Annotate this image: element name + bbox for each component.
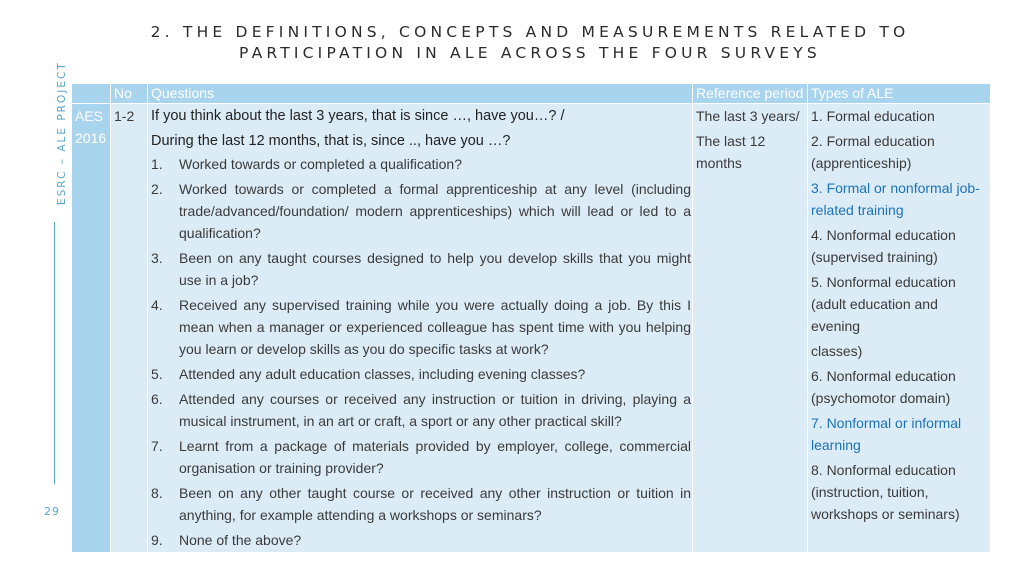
- period-line-2: The last 12: [696, 133, 766, 149]
- ale-type-line: learning: [811, 437, 861, 453]
- slide-title: [100, 22, 960, 64]
- header-questions: Questions: [148, 84, 692, 103]
- ale-type-line: 4. Nonformal education: [811, 227, 956, 243]
- question-text-line: organisation or training provider?: [179, 460, 384, 476]
- ale-type-line: (instruction, tuition,: [811, 484, 929, 500]
- ale-type-line: evening: [811, 318, 861, 334]
- ale-type-line: (supervised training): [811, 249, 938, 265]
- question-text-line: qualification?: [179, 225, 261, 241]
- header-types-of-ale: Types of ALE: [808, 84, 990, 103]
- question-number: 5.: [151, 366, 163, 382]
- ale-type-line: (adult education and: [811, 296, 938, 312]
- question-text-line: Worked towards or completed a qualification?: [179, 156, 463, 172]
- ale-type-line: 6. Nonformal education: [811, 368, 956, 384]
- ale-type-line: 2. Formal education: [811, 133, 935, 149]
- header-reference-period: Reference period: [693, 84, 807, 103]
- ale-type-line: 3. Formal or nonformal job-: [811, 180, 980, 196]
- no-cell: [111, 104, 147, 552]
- question-text-line: use in a job?: [179, 272, 259, 288]
- ale-type-line: (apprenticeship): [811, 155, 912, 171]
- question-range: 1-2: [114, 108, 135, 124]
- question-text-line: you learn or develop skills as you do specific tasks at work?: [179, 341, 549, 357]
- question-number: 2.: [151, 181, 163, 197]
- question-text-line: musical instrument, in an art or craft, a sport or any other practical skill?: [179, 413, 622, 429]
- ale-type-line: classes): [811, 343, 863, 359]
- survey-name: AES: [75, 108, 104, 124]
- question-text-line: None of the above?: [179, 532, 302, 548]
- question-text-line: Received any supervised training while you were actually doing a job. By this I: [179, 297, 691, 313]
- question-text-line: Attended any adult education classes, including evening classes?: [179, 366, 586, 382]
- question-text-line: Learnt from a package of materials provided by employer, college, commercial: [179, 438, 691, 454]
- question-text-line: trade/advanced/foundation/ modern apprenticeships) which will lead or led to a: [179, 203, 691, 219]
- question-text-line: anything, for example attending a workshops or seminars?: [179, 507, 542, 523]
- questions-cell: [148, 104, 692, 552]
- survey-year: 2016: [75, 130, 107, 146]
- question-text-line: Attended any courses or received any instruction or tuition in driving, playing a: [179, 391, 691, 407]
- ale-type-line: 5. Nonformal education: [811, 274, 956, 290]
- ale-type-line: workshops or seminars): [811, 506, 960, 522]
- question-number: 3.: [151, 250, 163, 266]
- reference-period-cell: [693, 104, 807, 552]
- question-number: 9.: [151, 532, 163, 548]
- question-text-line: Been on any other taught course or received any other instruction or tuition in: [179, 485, 691, 501]
- period-line-3: months: [696, 155, 742, 171]
- header-no: No: [111, 84, 147, 103]
- question-text-line: Worked towards or completed a formal apprenticeship at any level (including: [179, 181, 691, 197]
- period-line-1: The last 3 years/: [696, 108, 800, 124]
- question-intro-1: If you think about the last 3 years, that is since …, have you…? /: [151, 108, 565, 124]
- slide-title-line-1: 2. THE DEFINITIONS, CONCEPTS AND MEASUREMENTS RELATED TO: [150, 23, 910, 41]
- ale-type-line: 8. Nonformal education: [811, 462, 956, 478]
- question-text-line: mean when a manager or experienced colleague has spent time with you helping: [179, 319, 691, 335]
- survey-cell: [72, 104, 110, 552]
- question-number: 7.: [151, 438, 163, 454]
- types-cell: [808, 104, 990, 552]
- question-number: 1.: [151, 156, 163, 172]
- sidebar-divider: [54, 222, 55, 484]
- ale-type-line: (psychomotor domain): [811, 390, 951, 406]
- ale-type-line: 7. Nonformal or informal: [811, 415, 962, 431]
- header-survey: [72, 84, 110, 103]
- question-number: 4.: [151, 297, 163, 313]
- page-number: 29: [44, 505, 60, 518]
- ale-type-line: related training: [811, 202, 904, 218]
- question-text-line: Been on any taught courses designed to help you develop skills that you might: [179, 250, 691, 266]
- ale-type-line: 1. Formal education: [811, 108, 935, 124]
- question-number: 8.: [151, 485, 163, 501]
- definitions-table: [72, 84, 990, 552]
- project-label: ESRC – ALE PROJECT: [56, 61, 68, 205]
- slide-title-line-2: PARTICIPATION IN ALE ACROSS THE FOUR SURVEYS: [239, 44, 821, 62]
- question-intro-2: During the last 12 months, that is, since .., have you …?: [151, 133, 511, 149]
- question-number: 6.: [151, 391, 163, 407]
